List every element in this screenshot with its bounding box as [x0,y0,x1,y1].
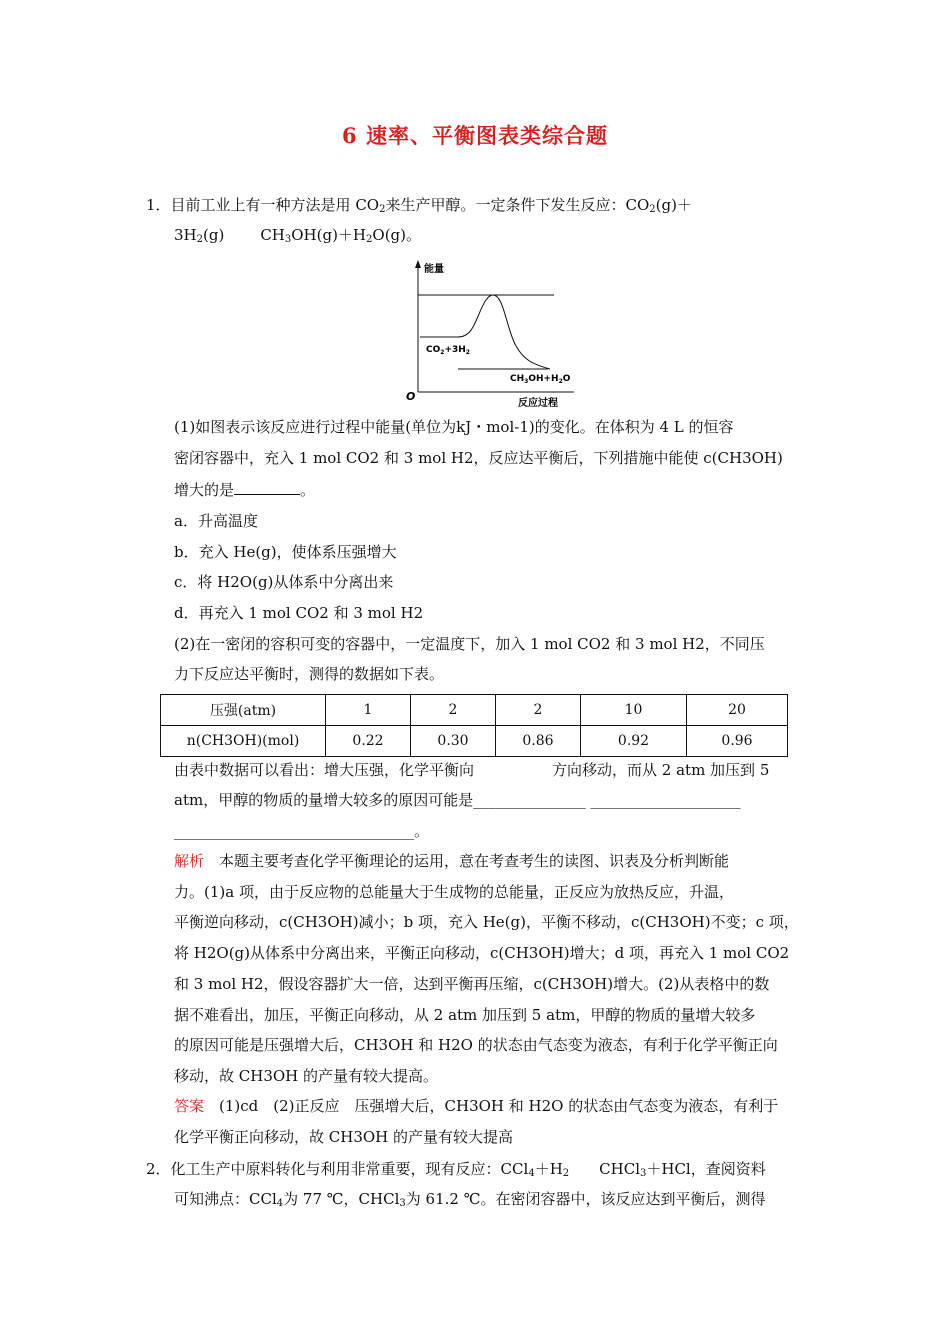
subscript: 2 [562,1168,570,1179]
analysis-line-8: 移动，故 CH3OH 的产量有较大提高。 [174,1067,439,1085]
q1-text: 3H [174,226,197,244]
table-cell: 1 [326,695,411,726]
q1-part2-line-2: 力下反应达平衡时，测得的数据如下表。 [174,665,445,683]
q1-part1-line-2: 密闭容器中，充入 1 mol CO2 和 3 mol H2，反应达平衡后，下列措施中能使 c(CH3OH) [174,449,783,467]
answer-label: 答案 [174,1097,205,1115]
table-cell: 2 [496,695,581,726]
q1-part1-end: 。 [300,481,316,499]
table-row [161,726,788,757]
q2-text: 为 77 ℃，CHCl [283,1190,400,1208]
option-c: c．将 H2O(g)从体系中分离出来 [174,573,394,591]
table-cell: 0.30 [411,726,496,757]
analysis-text: 本题主要考查化学平衡理论的运用，意在考查考生的读图、识表及分析判断能 [219,852,730,870]
x-axis-label: 反应过程 [518,398,558,409]
q1-part2-question-line-2: atm，甲醇的物质的量增大较多的原因可能是_______________ ____________________ [174,791,741,809]
analysis-line-5: 和 3 mol H2，假设容器扩大一倍，达到平衡再压缩，c(CH3OH)增大。(2)从表格中的数 [174,975,770,993]
reactant-label: $CO_2+3H_2$ [426,345,470,356]
table-cell: 0.86 [496,726,581,757]
q2-text: ＋HCl，查阅资料 [646,1160,766,1178]
energy-diagram [398,258,588,414]
energy-curve [458,295,550,369]
table-cell: 20 [687,695,788,726]
analysis-label: 解析 [174,852,205,870]
q1-part1-line-1: (1)如图表示该反应进行过程中能量(单位为kJ・mol-1)的变化。在体积为 4 L 的恒容 [174,418,734,436]
origin-label: O [406,390,416,403]
analysis-line-7: 的原因可能是压强增大后，CH3OH 和 H2O 的状态由气态变为液态，有利于化学平衡正向 [174,1036,778,1054]
subscript: 2 [366,234,373,245]
q1-text: 1．目前工业上有一种方法是用 CO [146,196,380,214]
q1-stem-line-1 [146,195,692,215]
q1-text: (g)＋ [655,196,692,214]
q2-text: CHCl [599,1160,640,1178]
q2-text: ＋H [534,1160,563,1178]
subscript: 2 [196,234,203,245]
subscript: 4 [528,1168,535,1179]
q2-text: 可知沸点：CCl [174,1190,277,1208]
analysis-line-6: 据不难看出，加压，平衡正向移动，从 2 atm 加压到 5 atm，甲醇的物质的量增大较多 [174,1006,756,1024]
option-b: b．充入 He(g)，使体系压强增大 [174,543,397,561]
option-d: d．再充入 1 mol CO2 和 3 mol H2 [174,604,424,622]
option-a: a．升高温度 [174,512,258,530]
q1-part2-text: 由表中数据可以看出：增大压强，化学平衡向 [174,761,475,779]
table-row [161,695,788,726]
q1-part2-question-line-1 [174,760,769,780]
q1-part1-text: 增大的是 [174,481,235,499]
page-title: 6 速率、平衡图表类综合题 [342,123,608,148]
subscript: 3 [399,1198,406,1209]
q2-stem-line-1 [146,1159,766,1179]
analysis-line-3: 平衡逆向移动，c(CH3OH)减小；b 项，充入 He(g)，平衡不移动，c(CH3OH)不变；c 项， [174,913,799,931]
q1-part1-line-3 [174,479,315,500]
energy-diagram-svg [398,258,588,414]
table-cell: 0.96 [687,726,788,757]
q1-part2-question-line-3: ________________________________。 [174,822,430,840]
table-cell: 0.92 [581,726,687,757]
subscript: 2 [379,204,386,215]
pressure-data-table [160,694,788,757]
y-axis-arrow [415,260,421,268]
q2-stem-line-2 [174,1189,765,1209]
analysis-line-1 [174,851,729,871]
q1-part2-text: 方向移动，而从 2 atm 加压到 5 [552,761,770,779]
y-axis-label: 能量 [424,264,444,275]
q2-text: 为 61.2 ℃。在密闭容器中，该反应达到平衡后，测得 [405,1190,766,1208]
subscript: 4 [276,1198,284,1209]
subscript: 3 [284,234,292,245]
q1-text: O(g)。 [372,226,422,244]
q1-text: 来生产甲醇。一定条件下发生反应：CO [385,196,650,214]
table-cell: 2 [411,695,496,726]
answer-line-2: 化学平衡正向移动，故 CH3OH 的产量有较大提高 [174,1128,514,1146]
q1-stem-line-2 [174,225,421,245]
table-cell: 压强(atm) [161,695,326,726]
q1-text: CH [260,226,285,244]
answer-text: (1)cd (2)正反应 压强增大后，CH3OH 和 H2O 的状态由气态变为液态，有利于 [219,1097,779,1115]
table-cell: 0.22 [326,726,411,757]
table-cell: 10 [581,695,687,726]
product-label: $CH_3OH+H_2O$ [510,374,571,385]
q2-text: 2．化工生产中原料转化与利用非常重要，现有反应：CCl [146,1160,529,1178]
analysis-line-2: 力。(1)a 项，由于反应物的总能量大于生成物的总能量，正反应为放热反应，升温， [174,883,734,901]
subscript: 3 [640,1168,647,1179]
answer-blank[interactable] [234,479,300,495]
q1-text: OH(g)＋H [291,226,367,244]
analysis-line-4: 将 H2O(g)从体系中分离出来，平衡正向移动，c(CH3OH)增大；d 项，再充入 1 mol CO2 [174,944,790,962]
answer-line-1 [174,1096,778,1116]
table-cell: n(CH3OH)(mol) [161,726,326,757]
q1-part2-line-1: (2)在一密闭的容积可变的容器中，一定温度下，加入 1 mol CO2 和 3 mol H2，不同压 [174,635,765,653]
subscript: 2 [649,204,656,215]
q1-text: (g) [203,226,225,244]
